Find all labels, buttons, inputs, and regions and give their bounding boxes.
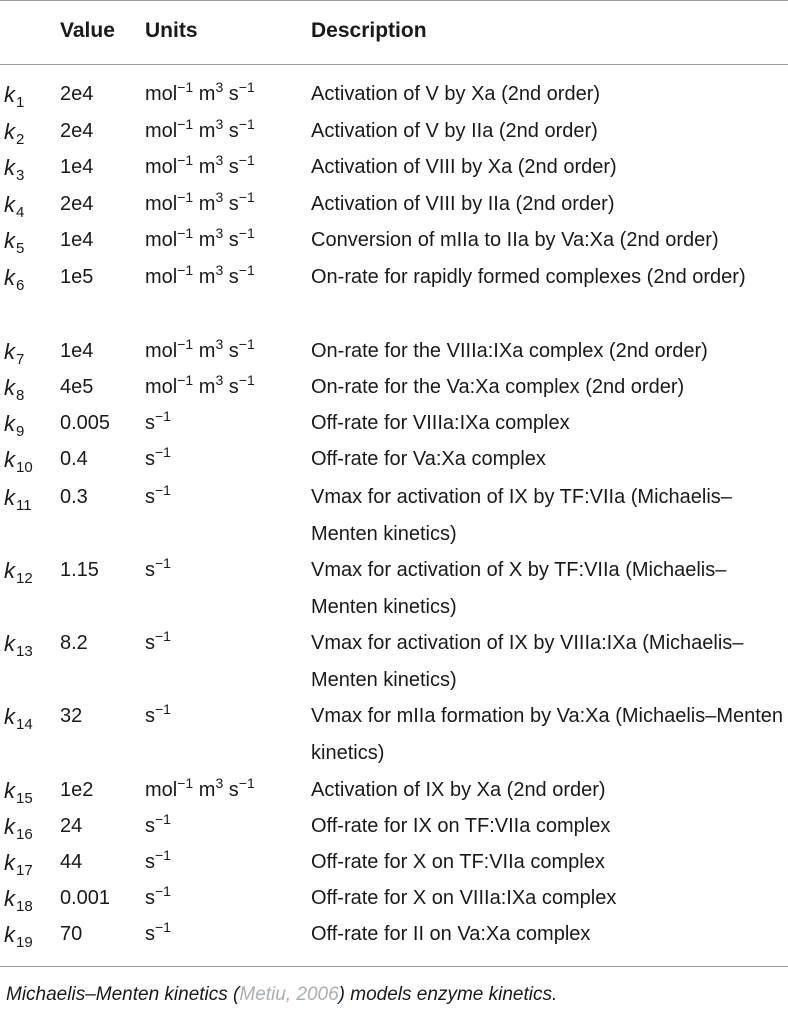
top-rule (0, 0, 788, 1)
unit-mol: mol (145, 229, 178, 251)
unit-m: m (198, 83, 216, 105)
units-cell (145, 552, 171, 589)
symbol-subscript: 5 (16, 240, 25, 257)
unit-exp-neg1: −1 (238, 79, 255, 95)
unit-m: m (198, 120, 216, 142)
units-cell (145, 844, 171, 881)
units-cell (145, 808, 171, 845)
description-cell: On-rate for rapidly formed complexes (2nd order) (311, 266, 746, 288)
symbol-letter: k (4, 192, 15, 217)
unit-exp-neg1: −1 (177, 189, 194, 205)
table-row (0, 405, 788, 442)
unit-s: s (228, 340, 239, 362)
unit-m: m (198, 340, 216, 362)
units-cell (145, 113, 255, 150)
value-cell: 44 (60, 851, 83, 873)
unit-exp-neg1: −1 (238, 225, 255, 241)
unit-exp-neg1: −1 (238, 152, 255, 168)
unit-exp-3: 3 (215, 262, 224, 278)
header-units: Units (145, 19, 198, 42)
value-cell: 1e4 (60, 156, 94, 178)
unit-s: s (228, 266, 239, 288)
value-cell: 2e4 (60, 120, 94, 142)
symbol-subscript: 12 (16, 570, 33, 587)
symbol-letter: k (4, 922, 15, 947)
table-row (0, 698, 788, 772)
table-row (0, 916, 788, 953)
rate-constant-symbol (4, 625, 33, 670)
symbol-letter: k (4, 558, 15, 583)
unit-exp-neg1: −1 (155, 628, 171, 644)
unit-exp-neg1: −1 (155, 883, 171, 899)
symbol-subscript: 9 (16, 423, 25, 440)
unit-exp-neg1: −1 (155, 482, 171, 498)
units-cell (145, 369, 255, 406)
unit-exp-neg1: −1 (155, 408, 171, 424)
unit-m: m (198, 376, 216, 398)
table-row (0, 76, 788, 113)
units-cell (145, 479, 171, 516)
value-cell: 1e4 (60, 340, 94, 362)
units-cell (145, 916, 171, 953)
rate-constant-symbol (4, 479, 32, 524)
unit-s: s (145, 851, 155, 873)
value-cell: 2e4 (60, 193, 94, 215)
symbol-letter: k (4, 119, 15, 144)
footnote-text-after: ) models enzyme kinetics. (338, 984, 558, 1005)
unit-s: s (228, 376, 239, 398)
symbol-subscript: 13 (16, 643, 33, 660)
symbol-letter: k (4, 265, 15, 290)
description-cell: Activation of VIII by Xa (2nd order) (311, 156, 617, 178)
units-cell (145, 333, 255, 370)
unit-exp-3: 3 (215, 775, 224, 791)
unit-mol: mol (145, 83, 178, 105)
value-cell: 32 (60, 705, 83, 727)
value-cell: 8.2 (60, 632, 88, 654)
table-row (0, 479, 788, 553)
value-cell: 0.001 (60, 887, 111, 909)
units-cell (145, 186, 255, 223)
symbol-subscript: 11 (16, 497, 32, 514)
symbol-subscript: 7 (16, 351, 25, 368)
symbol-subscript: 14 (16, 716, 33, 733)
unit-exp-neg1: −1 (177, 152, 194, 168)
table-row (0, 222, 788, 259)
symbol-letter: k (4, 411, 15, 436)
unit-s: s (228, 779, 239, 801)
unit-m: m (198, 779, 216, 801)
symbol-letter: k (4, 778, 15, 803)
value-cell: 70 (60, 923, 83, 945)
rate-constant-symbol (4, 259, 24, 304)
symbol-subscript: 2 (16, 131, 25, 148)
units-cell (145, 149, 255, 186)
units-cell (145, 405, 171, 442)
footnote (6, 980, 557, 1010)
header-value: Value (60, 19, 115, 42)
bottom-rule (0, 966, 788, 967)
unit-exp-3: 3 (215, 79, 224, 95)
unit-s: s (145, 632, 155, 654)
unit-mol: mol (145, 779, 178, 801)
value-cell: 0.3 (60, 486, 88, 508)
unit-m: m (198, 156, 216, 178)
symbol-subscript: 8 (16, 387, 25, 404)
units-cell (145, 772, 255, 809)
unit-s: s (145, 448, 155, 470)
description-cell: Off-rate for II on Va:Xa complex (311, 923, 591, 945)
unit-s: s (228, 156, 239, 178)
unit-mol: mol (145, 120, 178, 142)
unit-mol: mol (145, 193, 178, 215)
unit-exp-neg1: −1 (238, 189, 255, 205)
unit-exp-neg1: −1 (155, 811, 171, 827)
value-cell: 0.005 (60, 412, 111, 434)
unit-exp-neg1: −1 (238, 372, 255, 388)
unit-exp-neg1: −1 (177, 79, 194, 95)
symbol-subscript: 17 (16, 862, 33, 879)
symbol-subscript: 19 (16, 934, 33, 951)
symbol-subscript: 18 (16, 898, 33, 915)
unit-m: m (198, 266, 216, 288)
unit-exp-neg1: −1 (177, 116, 194, 132)
table-row (0, 149, 788, 186)
description-cell: Vmax for activation of X by TF:VIIa (Michaelis–Menten kinetics) (311, 559, 727, 618)
header-description: Description (311, 19, 427, 42)
unit-exp-3: 3 (215, 225, 224, 241)
symbol-letter: k (4, 447, 15, 472)
units-cell (145, 441, 171, 478)
description-cell: Activation of IX by Xa (2nd order) (311, 779, 606, 801)
unit-s: s (228, 193, 239, 215)
symbol-letter: k (4, 886, 15, 911)
unit-exp-neg1: −1 (155, 919, 171, 935)
unit-exp-neg1: −1 (177, 225, 194, 241)
value-cell: 4e5 (60, 376, 94, 398)
table-row (0, 808, 788, 845)
value-cell: 2e4 (60, 83, 94, 105)
symbol-letter: k (4, 704, 15, 729)
description-cell: Activation of VIII by IIa (2nd order) (311, 193, 615, 215)
units-cell (145, 880, 171, 917)
unit-s: s (145, 887, 155, 909)
table-row (0, 844, 788, 881)
unit-s: s (145, 923, 155, 945)
description-cell: Vmax for activation of IX by TF:VIIa (Michaelis–Menten kinetics) (311, 486, 732, 545)
table-row (0, 259, 788, 333)
footnote-text-before: Michaelis–Menten kinetics ( (6, 984, 240, 1005)
symbol-letter: k (4, 814, 15, 839)
value-cell: 0.4 (60, 448, 88, 470)
description-cell: Activation of V by IIa (2nd order) (311, 120, 598, 142)
symbol-letter: k (4, 82, 15, 107)
description-cell: Off-rate for X on VIIIa:IXa complex (311, 887, 617, 909)
symbol-letter: k (4, 850, 15, 875)
table-row (0, 441, 788, 478)
symbol-subscript: 15 (16, 790, 33, 807)
description-cell: Vmax for mIIa formation by Va:Xa (Michaelis–Menten kinetics) (311, 705, 784, 764)
rate-constant-symbol (4, 698, 33, 743)
table-row (0, 113, 788, 150)
value-cell: 1e5 (60, 266, 94, 288)
unit-exp-neg1: −1 (177, 262, 194, 278)
description-cell: On-rate for the Va:Xa complex (2nd order) (311, 376, 685, 398)
symbol-subscript: 3 (16, 167, 25, 184)
unit-mol: mol (145, 340, 178, 362)
symbol-letter: k (4, 631, 15, 656)
symbol-letter: k (4, 375, 15, 400)
symbol-letter: k (4, 155, 15, 180)
description-cell: On-rate for the VIIIa:IXa complex (2nd order) (311, 340, 708, 362)
unit-exp-neg1: −1 (155, 444, 171, 460)
table-row (0, 186, 788, 223)
unit-exp-neg1: −1 (238, 775, 255, 791)
units-cell (145, 698, 171, 735)
value-cell: 1e4 (60, 229, 94, 251)
unit-exp-neg1: −1 (177, 372, 194, 388)
unit-s: s (145, 412, 155, 434)
symbol-letter: k (4, 339, 15, 364)
unit-s: s (145, 559, 155, 581)
unit-exp-3: 3 (215, 152, 224, 168)
unit-exp-neg1: −1 (155, 555, 171, 571)
unit-m: m (198, 193, 216, 215)
unit-s: s (145, 705, 155, 727)
unit-exp-3: 3 (215, 372, 224, 388)
unit-mol: mol (145, 266, 178, 288)
unit-exp-3: 3 (215, 336, 224, 352)
value-cell: 1e2 (60, 779, 94, 801)
footnote-citation-link[interactable]: Metiu, 2006 (239, 984, 339, 1005)
value-cell: 1.15 (60, 559, 99, 581)
description-cell: Off-rate for VIIIa:IXa complex (311, 412, 570, 434)
units-cell (145, 625, 171, 662)
table-row (0, 625, 788, 699)
table-row (0, 333, 788, 370)
unit-s: s (228, 120, 239, 142)
symbol-subscript: 6 (16, 277, 25, 294)
symbol-subscript: 16 (16, 826, 33, 843)
table-row (0, 772, 788, 809)
symbol-letter: k (4, 485, 15, 510)
unit-exp-3: 3 (215, 189, 224, 205)
table-row (0, 552, 788, 626)
description-cell: Conversion of mIIa to IIa by Va:Xa (2nd order) (311, 229, 719, 251)
unit-s: s (145, 486, 155, 508)
units-cell (145, 222, 255, 259)
unit-exp-neg1: −1 (238, 262, 255, 278)
description-cell: Off-rate for X on TF:VIIa complex (311, 851, 605, 873)
symbol-subscript: 4 (16, 204, 25, 221)
unit-exp-3: 3 (215, 116, 224, 132)
description-cell: Activation of V by Xa (2nd order) (311, 83, 601, 105)
rate-constant-symbol (4, 552, 33, 597)
description-cell: Off-rate for Va:Xa complex (311, 448, 546, 470)
unit-exp-neg1: −1 (155, 847, 171, 863)
unit-m: m (198, 229, 216, 251)
symbol-subscript: 1 (16, 94, 25, 111)
units-cell (145, 259, 255, 296)
unit-mol: mol (145, 376, 178, 398)
unit-s: s (228, 83, 239, 105)
unit-mol: mol (145, 156, 178, 178)
symbol-subscript: 10 (16, 459, 33, 476)
unit-exp-neg1: −1 (177, 775, 194, 791)
units-cell (145, 76, 255, 113)
unit-exp-neg1: −1 (238, 116, 255, 132)
unit-s: s (228, 229, 239, 251)
unit-exp-neg1: −1 (238, 336, 255, 352)
rate-constant-symbol (4, 916, 33, 961)
description-cell: Vmax for activation of IX by VIIIa:IXa (Michaelis–Menten kinetics) (311, 632, 744, 691)
table-row (0, 880, 788, 917)
unit-s: s (145, 815, 155, 837)
table-row (0, 369, 788, 406)
value-cell: 24 (60, 815, 83, 837)
unit-exp-neg1: −1 (177, 336, 194, 352)
unit-exp-neg1: −1 (155, 701, 171, 717)
symbol-letter: k (4, 228, 15, 253)
header-rule (0, 64, 788, 65)
description-cell: Off-rate for IX on TF:VIIa complex (311, 815, 611, 837)
